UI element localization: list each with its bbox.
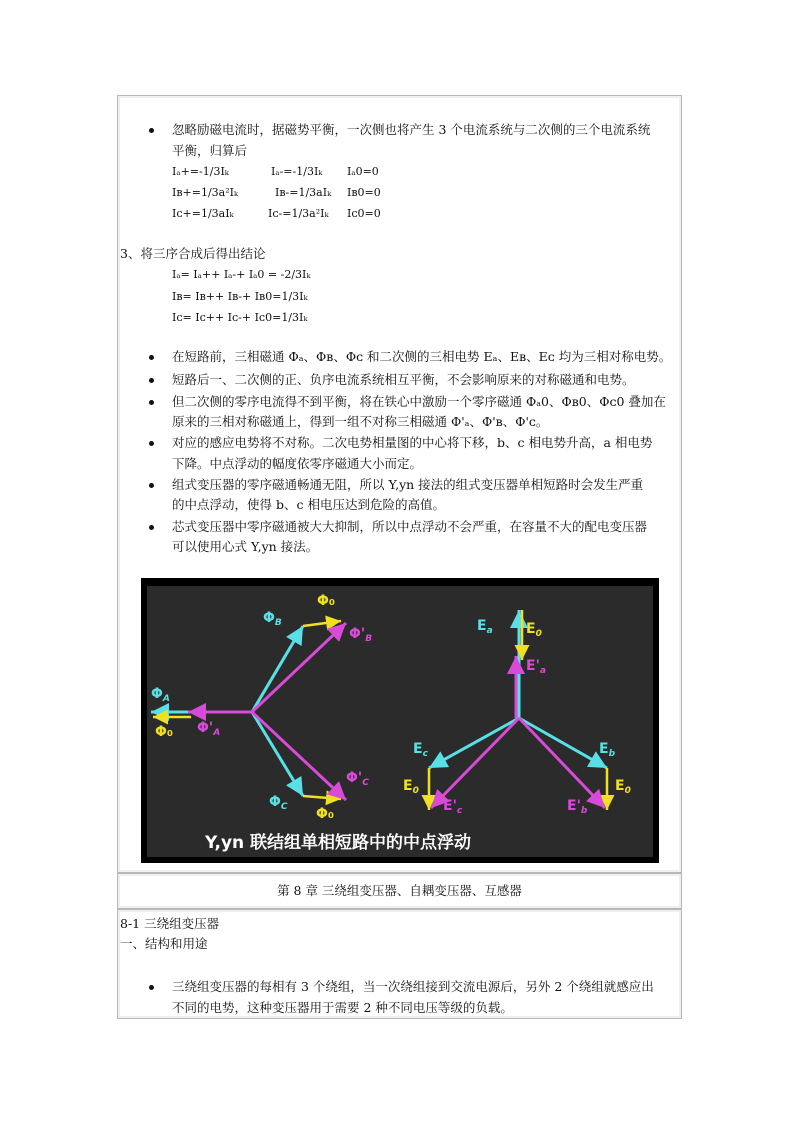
label-phi0-top: Φ₀ — [317, 593, 336, 609]
diagram-background — [147, 586, 653, 857]
bullet-text: 三绕组变压器的每相有 3 个绕组，当一次绕组接到交流电源后，另外 2 个绕组就感应出 — [172, 979, 654, 994]
bullet-dot — [149, 985, 154, 990]
bullet-text: 在短路前，三相磁通 Φₐ、Φʙ、Φᴄ 和二次侧的三相电势 Eₐ、Eʙ、Eᴄ 均为三相对称电势。 — [172, 349, 672, 364]
label-e-a: $E_a$ — [477, 618, 493, 636]
bullet-dot — [149, 441, 154, 446]
equation: Iᴄ= Iᴄ++ Iᴄ-+ Iᴄ0=1/3Iₖ — [172, 311, 308, 324]
bullet-text: 对应的感应电势将不对称。二次电势相量图的中心将下移，b、c 相电势升高，a 相电势 — [172, 435, 653, 450]
section-heading: 3、将三序合成后得出结论 — [120, 246, 266, 261]
chapter-title: 第 8 章 三绕组变压器、自耦变压器、互感器 — [277, 883, 522, 898]
label-phi-c-prime: $\Phi'_C$ — [346, 770, 369, 788]
bullet-dot — [149, 378, 154, 383]
bullet-text: 芯式变压器中零序磁通被大大抑制，所以中点浮动不会严重，在容量不大的配电变压器 — [172, 519, 648, 534]
equation: Iₐ= Iₐ++ Iₐ-+ Iₐ0 = -2/3Iₖ — [172, 268, 311, 281]
label-phi-b: $\Phi_B$ — [263, 610, 282, 628]
subsection-heading: 一、结构和用途 — [120, 936, 208, 951]
label-phi-c: $\Phi_C$ — [269, 794, 288, 812]
bullet-text: 原来的三相对称磁通上，得到一组不对称三相磁通 Φ'ₐ、Φ'ʙ、Φ'ᴄ。 — [172, 414, 549, 429]
label-phi-a: $\Phi_A$ — [151, 686, 170, 704]
label-e-c-prime: $E'_c$ — [443, 798, 463, 816]
paragraph-line: 忽略励磁电流时，据磁势平衡，一次侧也将产生 3 个电流系统与二次侧的三个电流系统 — [172, 122, 651, 137]
equation: Iᴄ+=1/3aIₖ — [172, 207, 234, 220]
bullet-dot — [149, 355, 154, 360]
bullet-text: 可以使用心式 Y,yn 接法。 — [172, 539, 319, 554]
bullet-text: 下降。中点浮动的幅度依零序磁通大小而定。 — [172, 456, 423, 471]
equation: Iₐ-=-1/3Iₖ — [271, 165, 323, 178]
label-phi0-bottom: Φ₀ — [316, 806, 335, 822]
equation: Iᴄ0=0 — [347, 207, 381, 220]
bullet-text: 但二次侧的零序电流得不到平衡，将在铁心中激励一个零序磁通 Φₐ0、Φʙ0、Φᴄ0 叠加在 — [172, 394, 666, 409]
label-phi-b-prime: $\Phi'_B$ — [349, 626, 373, 644]
equation: Iᴄ-=1/3a²Iₖ — [268, 207, 329, 220]
paragraph-line: 平衡，归算后 — [172, 143, 248, 158]
diagram-caption: Y,yn 联结组单相短路中的中点浮动 — [205, 833, 472, 853]
label-phi-a-prime: $\Phi'_A$ — [197, 720, 221, 738]
bullet-dot — [149, 483, 154, 488]
label-e-b: $E_b$ — [599, 741, 616, 759]
label-e-c: $E_c$ — [413, 741, 428, 759]
phasor-diagram — [141, 578, 659, 863]
bullet-text: 短路后一、二次侧的正、负序电流系统相互平衡，不会影响原来的对称磁通和电势。 — [172, 372, 635, 387]
bullet-text: 不同的电势，这种变压器用于需要 2 种不同电压等级的负载。 — [172, 1000, 513, 1015]
label-e0-right: $E_0$ — [615, 778, 631, 796]
label-phi0-left: Φ₀ — [155, 724, 174, 740]
equation: Iʙ0=0 — [347, 186, 381, 199]
equation: Iₐ0=0 — [347, 165, 379, 178]
label-e-a-prime: $E'_a$ — [526, 658, 546, 676]
label-e0-left: $E_0$ — [403, 778, 419, 796]
section-heading: 8-1 三绕组变压器 — [120, 916, 220, 931]
label-e0-top: $E_0$ — [526, 621, 542, 639]
bullet-dot — [149, 400, 154, 405]
equation: Iʙ= Iʙ++ Iʙ-+ Iʙ0=1/3Iₖ — [172, 290, 308, 303]
bullet-text: 的中点浮动，使得 b、c 相电压达到危险的高值。 — [172, 497, 445, 512]
equation: Iʙ+=1/3a²Iₖ — [172, 186, 238, 199]
equation: Iʙ-=1/3aIₖ — [275, 186, 332, 199]
bullet-text: 组式变压器的零序磁通畅通无阻，所以 Y,yn 接法的组式变压器单相短路时会发生严重 — [172, 477, 644, 492]
bullet-dot — [149, 525, 154, 530]
label-e-b-prime: $E'_b$ — [567, 798, 588, 816]
equation: Iₐ+=-1/3Iₖ — [172, 165, 229, 178]
bullet-dot — [149, 128, 154, 133]
